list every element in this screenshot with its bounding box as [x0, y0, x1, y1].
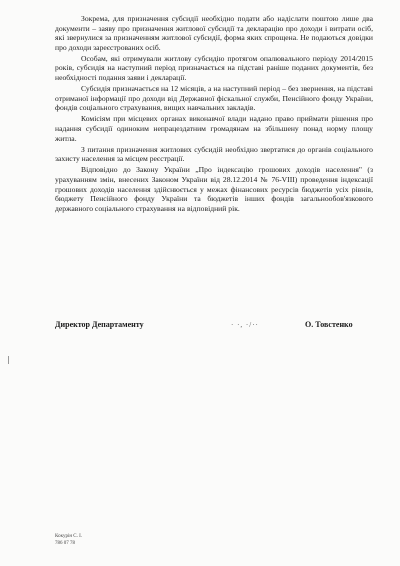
paragraph: Субсидія призначається на 12 місяців, а на наступний період – без звернення, на підставі отриманої інформації про доходи від Державної фіскальної служби, Пенсійного фонду України, фондів соціального страхування, вищих навчальних закладів. [55, 84, 373, 113]
paragraph: Зокрема, для призначення субсидії необхідно подати або надіслати поштою лише два документи – заяву про призначення житлової субсидії та декларацію про доходи і витрати осіб, які звернулися за призначенням житлової субсидії, форма яких спрощена. Не подаються довідки про доходи зареєстрованих осіб. [55, 14, 373, 52]
footer-executor [55, 533, 82, 547]
signature-block [55, 320, 373, 334]
paragraph: Особам, які отримували житлову субсидію протягом опалювального періоду 2014/2015 років, субсидія на наступний період призначається на підставі раніше поданих документів, без необхідності подання заяви і декларації. [55, 53, 373, 83]
paragraph: З питання призначення житлових субсидій необхідно звертатися до органів соціального захисту населення за місцем реєстрації. [55, 144, 373, 164]
margin-mark [8, 356, 9, 364]
executor-phone: 786 07 78 [55, 541, 75, 546]
letter-body [55, 14, 373, 215]
handwritten-signature: · ·, ·/·· [231, 321, 259, 329]
signatory-name: О. Товстенко [305, 320, 353, 329]
signatory-title: Директор Департаменту [55, 320, 144, 329]
executor-name: Кокурін С. І. [55, 534, 83, 539]
paragraph: Відповідно до Закону України „Про індексацію грошових доходів населення" (з урахуванням змін, внесених Законом України від 28.12.2014 № 76-VIII) проведення індексації грошових доходів населення здійснюється у межах фінансових ресурсів бюджетів усіх рівнів, бюджету Пенсійного фонду України та бюджетів інших фондів загальнообов'язкового державного соціального страхування на відповідний рік. [55, 165, 373, 213]
paragraph: Комісіям при місцевих органах виконавчої влади надано право приймати рішення про надання субсидії одиноким непрацездатним громадянам на збільшену понад норму площу житла. [55, 114, 373, 143]
